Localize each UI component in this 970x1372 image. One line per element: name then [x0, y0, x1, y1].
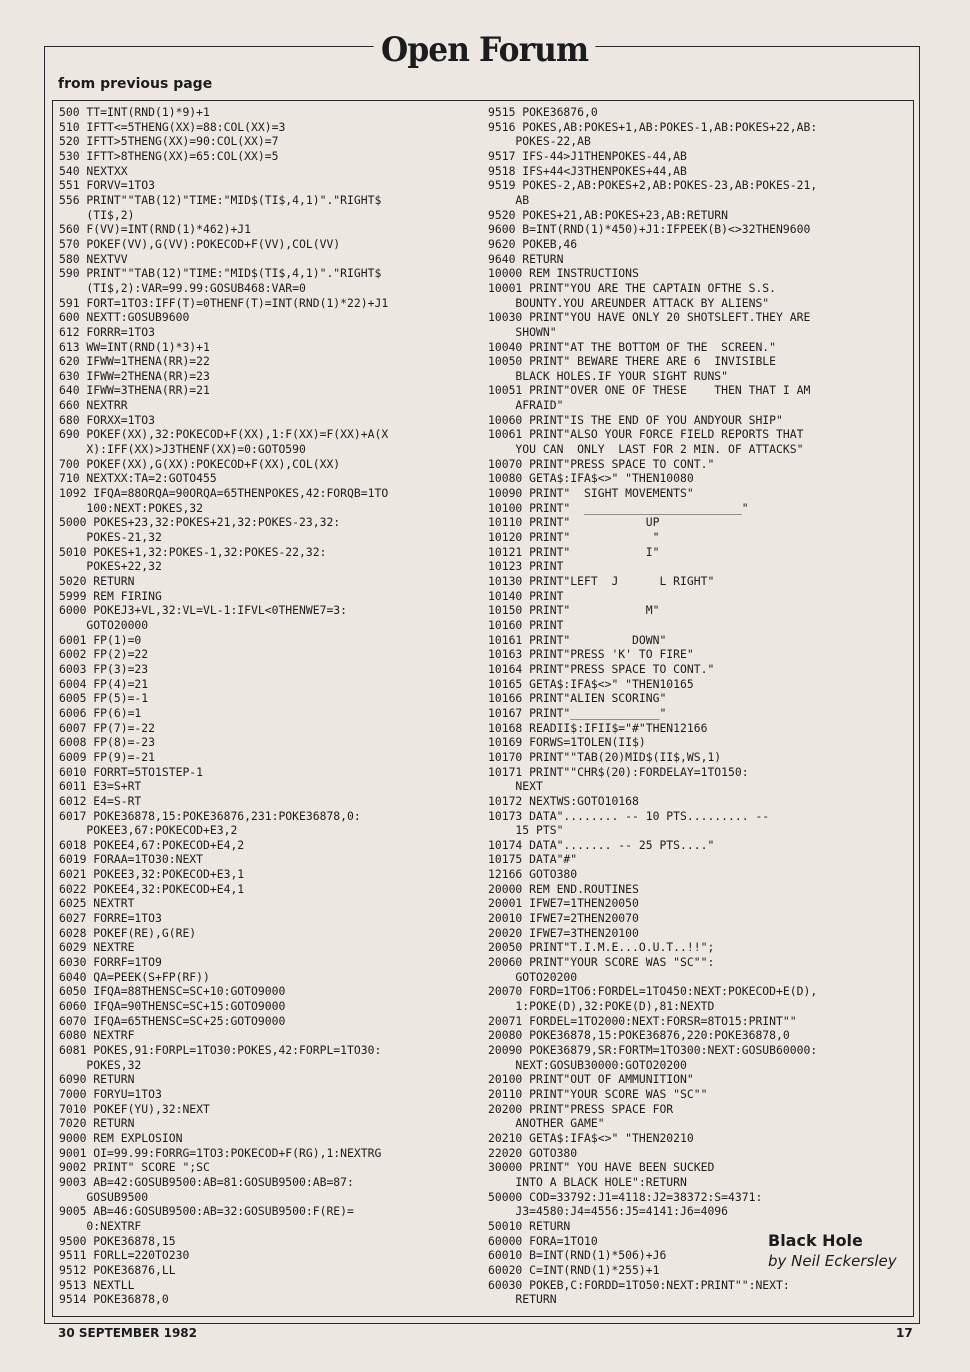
code-line: 10172 NEXTWS:GOTO10168: [488, 793, 639, 808]
code-line: 6018 POKEE4,67:POKECOD+E4,2: [59, 837, 245, 852]
program-listing: [52, 100, 914, 1317]
code-line: 10090 PRINT" SIGHT MOVEMENTS": [488, 486, 694, 501]
code-line: 9620 POKEB,46: [488, 236, 578, 251]
code-line: 6040 QA=PEEK(S+FP(RF)): [59, 969, 210, 984]
code-line: 6000 POKEJ3+VL,32:VL=VL-1:IFVL<0THENWE7=3:: [59, 603, 348, 618]
code-line: SHOWN": [488, 324, 557, 339]
code-line: POKEE3,67:POKECOD+E3,2: [59, 823, 238, 838]
code-line: BLACK HOLES.IF YOUR SIGHT RUNS": [488, 368, 729, 383]
code-line: 6001 FP(1)=0: [59, 632, 142, 647]
code-line: 6019 FORAA=1TO30:NEXT: [59, 852, 204, 867]
code-line: 9513 NEXTLL: [59, 1277, 135, 1292]
code-line: 9600 B=INT(RND(1)*450)+J1:IFPEEK(B)<>32THEN9600: [488, 222, 811, 237]
code-line: 20071 FORDEL=1TO2000:NEXT:FORSR=8TO15:PRINT"": [488, 1013, 797, 1028]
code-line: 15 PTS": [488, 823, 564, 838]
code-line: 5000 POKES+23,32:POKES+21,32:POKES-23,32:: [59, 515, 341, 530]
code-line: 590 PRINT""TAB(12)"TIME:"MID$(TI$,4,1)"."RIGHT$: [59, 266, 382, 281]
code-line: 10051 PRINT"OVER ONE OF THESE THEN THAT I AM: [488, 383, 811, 398]
section-title: Open Forum: [374, 30, 596, 70]
code-line: 6022 POKEE4,32:POKECOD+E4,1: [59, 881, 245, 896]
code-line: 660 NEXTRR: [59, 398, 128, 413]
code-line: 10030 PRINT"YOU HAVE ONLY 20 SHOTSLEFT.THEY ARE: [488, 310, 811, 325]
code-line: (TI$,2):VAR=99.99:GOSUB468:VAR=0: [59, 280, 306, 295]
code-line: 6030 FORRF=1TO9: [59, 955, 162, 970]
code-line: 9517 IFS-44>J1THENPOKES-44,AB: [488, 148, 687, 163]
code-line: 620 IFWW=1THENA(RR)=22: [59, 354, 210, 369]
program-author: by Neil Eckersley: [768, 1252, 897, 1270]
code-line: 7000 FORYU=1TO3: [59, 1086, 162, 1101]
code-line: 6005 FP(5)=-1: [59, 691, 149, 706]
page-number: 17: [896, 1326, 913, 1340]
code-line: 690 POKEF(XX),32:POKECOD+F(XX),1:F(XX)=F(XX)+A(X: [59, 427, 389, 442]
code-line: 100:NEXT:POKES,32: [59, 500, 204, 515]
code-line: 20020 IFWE7=3THEN20100: [488, 925, 639, 940]
code-line: INTO A BLACK HOLE":RETURN: [488, 1174, 687, 1189]
code-line: 6028 POKEF(RE),G(RE): [59, 925, 197, 940]
code-line: 570 POKEF(VV),G(VV):POKECOD+F(VV),COL(VV): [59, 236, 341, 251]
code-line: 9005 AB=46:GOSUB9500:AB=32:GOSUB9500:F(RE)=: [59, 1204, 354, 1219]
code-line: 6021 POKEE3,32:POKECOD+E3,1: [59, 867, 245, 882]
program-title: Black Hole: [768, 1231, 863, 1250]
code-line: 6006 FP(6)=1: [59, 705, 142, 720]
code-line: NEXT: [488, 779, 543, 794]
code-line: AFRAID": [488, 398, 564, 413]
code-line: 10100 PRINT" _______________________": [488, 500, 749, 515]
code-line: 9520 POKES+21,AB:POKES+23,AB:RETURN: [488, 207, 729, 222]
code-line: 50010 RETURN: [488, 1218, 571, 1233]
code-line: 20050 PRINT"T.I.M.E...O.U.T..!!";: [488, 940, 715, 955]
code-line: 6025 NEXTRT: [59, 896, 135, 911]
code-line: 9516 POKES,AB:POKES+1,AB:POKES-1,AB:POKES+22,AB:: [488, 119, 818, 134]
code-line: 6017 POKE36878,15:POKE36876,231:POKE36878,0:: [59, 808, 361, 823]
code-line: 591 FORT=1TO3:IFF(T)=0THENF(T)=INT(RND(1)*22)+J1: [59, 295, 389, 310]
code-line: YOU CAN ONLY LAST FOR 2 MIN. OF ATTACKS": [488, 442, 804, 457]
code-line: 20070 FORD=1TO6:FORDEL=1TO450:NEXT:POKECOD+E(D),: [488, 984, 818, 999]
code-line: 20210 GETA$:IFA$<>" "THEN20210: [488, 1130, 694, 1145]
code-line: 6011 E3=S+RT: [59, 779, 142, 794]
code-line: 60030 POKEB,C:FORDD=1TO50:NEXT:PRINT"":NEXT:: [488, 1277, 790, 1292]
code-line: 10166 PRINT"ALIEN SCORING": [488, 691, 667, 706]
code-line: 612 FORRR=1TO3: [59, 324, 156, 339]
code-line: 20001 IFWE7=1THEN20050: [488, 896, 639, 911]
code-line: 640 IFWW=3THENA(RR)=21: [59, 383, 210, 398]
code-line: 613 WW=INT(RND(1)*3)+1: [59, 339, 210, 354]
code-line: 10070 PRINT"PRESS SPACE TO CONT.": [488, 456, 715, 471]
code-line: 6008 FP(8)=-23: [59, 735, 156, 750]
code-line: 30000 PRINT" YOU HAVE BEEN SUCKED: [488, 1160, 722, 1175]
code-line: 60020 C=INT(RND(1)*255)+1: [488, 1262, 660, 1277]
code-line: 50000 COD=33792:J1=4118:J2=38372:S=4371:: [488, 1189, 763, 1204]
code-line: ANOTHER GAME": [488, 1116, 605, 1131]
code-line: 6070 IFQA=65THENSC=SC+25:GOTO9000: [59, 1013, 286, 1028]
code-line: 710 NEXTXX:TA=2:GOTO455: [59, 471, 217, 486]
code-line: 6050 IFQA=88THENSC=SC+10:GOTO9000: [59, 984, 286, 999]
listing-left-column: [59, 105, 388, 1307]
code-line: 5010 POKES+1,32:POKES-1,32:POKES-22,32:: [59, 544, 327, 559]
code-line: 6060 IFQA=90THENSC=SC+15:GOTO9000: [59, 999, 286, 1014]
program-credit: [768, 1231, 897, 1270]
code-line: 700 POKEF(XX),G(XX):POKECOD+F(XX),COL(XX): [59, 456, 341, 471]
code-line: POKES-22,AB: [488, 134, 591, 149]
code-line: 6004 FP(4)=21: [59, 676, 149, 691]
code-line: 540 NEXTXX: [59, 163, 128, 178]
code-line: 6002 FP(2)=22: [59, 647, 149, 662]
code-line: 6007 FP(7)=-22: [59, 720, 156, 735]
code-line: POKES-21,32: [59, 530, 162, 545]
code-line: 510 IFTT<=5THENG(XX)=88:COL(XX)=3: [59, 119, 286, 134]
code-line: 10001 PRINT"YOU ARE THE CAPTAIN OFTHE S.S.: [488, 280, 777, 295]
code-line: 9001 OI=99.99:FORRG=1TO3:POKECOD+F(RG),1:NEXTRG: [59, 1145, 382, 1160]
code-line: 6081 POKES,91:FORPL=1TO30:POKES,42:FORPL=1TO30:: [59, 1043, 382, 1057]
code-line: 10040 PRINT"AT THE BOTTOM OF THE SCREEN.": [488, 339, 777, 354]
listing-right-column: [488, 105, 817, 1307]
code-line: 630 IFWW=2THENA(RR)=23: [59, 368, 210, 383]
code-line: 520 IFTT>5THENG(XX)=90:COL(XX)=7: [59, 134, 279, 149]
code-line: 10130 PRINT"LEFT J L RIGHT": [488, 574, 715, 588]
issue-date: 30 SEPTEMBER 1982: [58, 1326, 197, 1340]
code-line: 10120 PRINT" ": [488, 530, 660, 545]
code-line: BOUNTY.YOU AREUNDER ATTACK BY ALIENS": [488, 295, 770, 310]
code-line: 1:POKE(D),32:POKE(D),81:NEXTD: [488, 999, 715, 1014]
code-line: 12166 GOTO380: [488, 867, 578, 882]
code-line: 10060 PRINT"IS THE END OF YOU ANDYOUR SHIP": [488, 412, 783, 427]
code-line: 10110 PRINT" UP: [488, 515, 660, 530]
code-line: 6080 NEXTRF: [59, 1028, 135, 1043]
code-line: 6012 E4=S-RT: [59, 793, 142, 808]
code-line: 9500 POKE36878,15: [59, 1233, 176, 1248]
code-line: 9515 POKE36876,0: [488, 105, 598, 119]
code-line: 9512 POKE36876,LL: [59, 1262, 176, 1277]
code-line: GOTO20000: [59, 617, 149, 632]
code-line: 10170 PRINT""TAB(20)MID$(II$,WS,1): [488, 749, 722, 764]
code-line: 9002 PRINT" SCORE ";SC: [59, 1160, 210, 1175]
code-line: AB: [488, 192, 530, 207]
code-line: 9000 REM EXPLOSION: [59, 1130, 183, 1145]
code-line: 6003 FP(3)=23: [59, 661, 149, 676]
code-line: 10173 DATA"........ -- 10 PTS......... --: [488, 808, 770, 823]
code-line: GOTO20200: [488, 969, 578, 984]
code-line: 20060 PRINT"YOUR SCORE WAS "SC"":: [488, 955, 715, 970]
code-line: RETURN: [488, 1292, 557, 1307]
code-line: 6009 FP(9)=-21: [59, 749, 156, 764]
code-line: 0:NEXTRF: [59, 1218, 142, 1233]
code-line: POKES+22,32: [59, 559, 162, 574]
code-line: 1092 IFQA=88ORQA=90ORQA=65THENPOKES,42:FORQB=1TO: [59, 486, 389, 501]
code-line: 556 PRINT""TAB(12)"TIME:"MID$(TI$,4,1)"."RIGHT$: [59, 192, 382, 207]
continued-label: from previous page: [58, 76, 213, 92]
code-line: 20000 REM END.ROUTINES: [488, 881, 639, 896]
code-line: 5020 RETURN: [59, 574, 135, 588]
code-line: 10160 PRINT: [488, 617, 564, 632]
code-line: 7020 RETURN: [59, 1116, 135, 1131]
code-line: 10121 PRINT" I": [488, 544, 660, 559]
code-line: 560 F(VV)=INT(RND(1)*462)+J1: [59, 222, 252, 237]
code-line: 60000 FORA=1TO10: [488, 1233, 598, 1248]
code-line: 10171 PRINT""CHR$(20):FORDELAY=1TO150:: [488, 764, 749, 779]
code-line: 60010 B=INT(RND(1)*506)+J6: [488, 1248, 667, 1263]
code-line: 5999 REM FIRING: [59, 588, 162, 603]
code-line: 20080 POKE36878,15:POKE36876,220:POKE36878,0: [488, 1028, 790, 1043]
code-line: 10150 PRINT" M": [488, 603, 660, 618]
code-line: 20090 POKE36879,SR:FORTM=1TO300:NEXT:GOSUB60000:: [488, 1043, 818, 1057]
code-line: 20010 IFWE7=2THEN20070: [488, 911, 639, 926]
code-line: 9003 AB=42:GOSUB9500:AB=81:GOSUB9500:AB=87:: [59, 1174, 354, 1189]
code-line: 10167 PRINT"_____________": [488, 705, 667, 720]
code-line: J3=4580:J4=4556:J5=4141:J6=4096: [488, 1204, 729, 1219]
code-line: 6027 FORRE=1TO3: [59, 911, 162, 926]
code-line: 10163 PRINT"PRESS 'K' TO FIRE": [488, 647, 694, 662]
code-line: 7010 POKEF(YU),32:NEXT: [59, 1101, 210, 1116]
code-line: 20200 PRINT"PRESS SPACE FOR: [488, 1101, 674, 1116]
code-line: 20100 PRINT"OUT OF AMMUNITION": [488, 1072, 694, 1087]
code-line: 530 IFTT>8THENG(XX)=65:COL(XX)=5: [59, 148, 279, 163]
code-line: 6029 NEXTRE: [59, 940, 135, 955]
code-line: 10174 DATA"....... -- 25 PTS....": [488, 837, 715, 852]
code-line: 6010 FORRT=5TO1STEP-1: [59, 764, 204, 779]
code-line: 6090 RETURN: [59, 1072, 135, 1087]
code-line: (TI$,2): [59, 207, 135, 222]
code-line: NEXT:GOSUB30000:GOTO20200: [488, 1057, 687, 1072]
code-line: 10169 FORWS=1TOLEN(II$): [488, 735, 646, 750]
code-line: 10164 PRINT"PRESS SPACE TO CONT.": [488, 661, 715, 676]
code-line: 22020 GOTO380: [488, 1145, 578, 1160]
code-line: 10161 PRINT" DOWN": [488, 632, 667, 647]
code-line: 9640 RETURN: [488, 251, 564, 266]
code-line: 20110 PRINT"YOUR SCORE WAS "SC"": [488, 1086, 708, 1101]
code-line: 10050 PRINT" BEWARE THERE ARE 6 INVISIBLE: [488, 354, 777, 369]
code-line: 10061 PRINT"ALSO YOUR FORCE FIELD REPORTS THAT: [488, 427, 804, 442]
code-line: 680 FORXX=1TO3: [59, 412, 156, 427]
code-line: 10140 PRINT: [488, 588, 564, 603]
code-line: 551 FORVV=1TO3: [59, 178, 156, 193]
code-line: X):IFF(XX)>J3THENF(XX)=0:GOTO590: [59, 442, 306, 457]
code-line: 10165 GETA$:IFA$<>" "THEN10165: [488, 676, 694, 691]
code-line: 9519 POKES-2,AB:POKES+2,AB:POKES-23,AB:POKES-21,: [488, 178, 818, 193]
code-line: 9518 IFS+44<J3THENPOKES+44,AB: [488, 163, 687, 178]
code-line: POKES,32: [59, 1057, 142, 1072]
code-line: 580 NEXTVV: [59, 251, 128, 266]
code-line: 600 NEXTT:GOSUB9600: [59, 310, 190, 325]
section-title-wrap: [0, 30, 970, 70]
code-line: 10168 READII$:IFII$="#"THEN12166: [488, 720, 708, 735]
code-line: GOSUB9500: [59, 1189, 149, 1204]
code-line: 10000 REM INSTRUCTIONS: [488, 266, 639, 281]
code-line: 10123 PRINT: [488, 559, 564, 574]
code-line: 10175 DATA"#": [488, 852, 578, 867]
code-line: 9514 POKE36878,0: [59, 1292, 169, 1307]
code-line: 10080 GETA$:IFA$<>" "THEN10080: [488, 471, 694, 486]
code-line: 500 TT=INT(RND(1)*9)+1: [59, 105, 210, 119]
code-line: 9511 FORLL=220TO230: [59, 1248, 190, 1263]
